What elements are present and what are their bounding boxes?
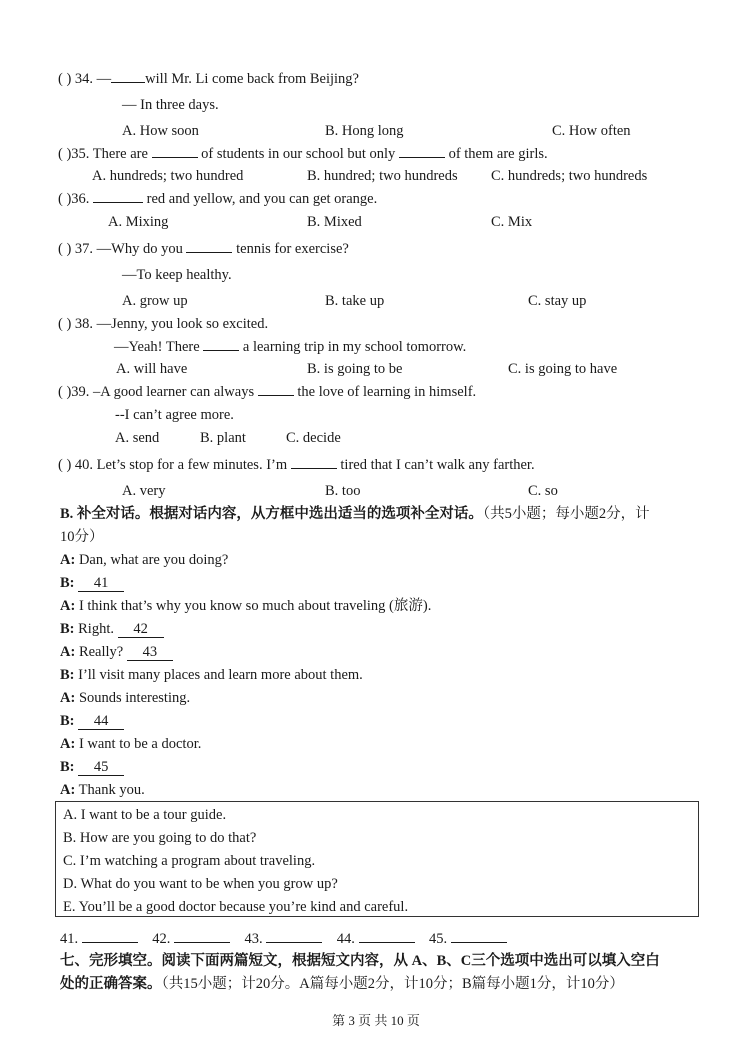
section-7-subtitle bbox=[60, 975, 624, 993]
dialogue-line bbox=[60, 712, 124, 730]
section-7-title-part: 处的正确答案。 bbox=[60, 976, 162, 992]
dialogue-text: Dan, what are you doing? bbox=[75, 552, 229, 568]
question-34 bbox=[58, 70, 359, 88]
option-c: C. decide bbox=[286, 430, 341, 446]
answer-paren: ( ) bbox=[58, 71, 72, 87]
answer-paren: ( ) bbox=[58, 384, 72, 400]
question-stem: red and yellow, and you can get orange. bbox=[146, 191, 378, 207]
option-b: B. too bbox=[325, 483, 361, 499]
dialogue-blank: 42 bbox=[118, 621, 164, 638]
question-38-reply bbox=[114, 338, 466, 356]
question-stem: 39. –A good learner can always bbox=[71, 384, 255, 400]
dialogue-blank: 43 bbox=[127, 644, 173, 661]
question-stem: 36. bbox=[71, 191, 90, 207]
speaker-label: B: bbox=[60, 575, 75, 591]
answer-blank bbox=[258, 395, 294, 396]
option-c: C. stay up bbox=[528, 293, 587, 309]
box-option-a: A. I want to be a tour guide. bbox=[63, 807, 227, 823]
speaker-label: B: bbox=[60, 621, 75, 637]
question-39-reply: --I can’t agree more. bbox=[115, 407, 234, 423]
answer-blank bbox=[186, 252, 232, 253]
page-footer: 第 3 页 共 10 页 bbox=[332, 1013, 420, 1028]
answer-blank bbox=[291, 468, 337, 469]
option-b: B. Hong long bbox=[325, 123, 404, 139]
answer-blank bbox=[111, 82, 145, 83]
dialogue-text: Right. bbox=[74, 621, 118, 637]
dialogue-text: I want to be a doctor. bbox=[75, 736, 202, 752]
question-stem: 38. —Jenny, you look so excited. bbox=[74, 316, 269, 332]
question-stem: 40. Let’s stop for a few minutes. I’m bbox=[74, 457, 288, 473]
answer-paren: ( ) bbox=[58, 457, 72, 473]
section-7-title bbox=[60, 952, 660, 970]
question-stem: the love of learning in himself. bbox=[297, 384, 477, 400]
question-40 bbox=[58, 456, 535, 474]
section-b-scoring: 10分） bbox=[60, 529, 104, 545]
option-a: A. hundreds; two hundred bbox=[92, 168, 244, 184]
box-option-d: D. What do you want to be when you grow up? bbox=[63, 876, 338, 892]
box-option-e: E. You’ll be a good doctor because you’re kind and careful. bbox=[63, 899, 409, 915]
option-c: C. so bbox=[528, 483, 558, 499]
reply-text: —Yeah! There bbox=[114, 339, 200, 355]
answer-label-42: 42. bbox=[152, 931, 171, 947]
box-option-c: C. I’m watching a program about traveling. bbox=[63, 853, 316, 869]
answer-blank bbox=[152, 157, 198, 158]
dialogue-line bbox=[60, 620, 164, 638]
question-38 bbox=[58, 315, 268, 333]
question-36 bbox=[58, 190, 377, 208]
answer-paren: ( ) bbox=[58, 316, 72, 332]
question-37 bbox=[58, 240, 349, 258]
reply-text: a learning trip in my school tomorrow. bbox=[242, 339, 467, 355]
answer-blank bbox=[93, 202, 143, 203]
speaker-label: B: bbox=[60, 759, 75, 775]
dialogue-text: I think that’s why you know so much about traveling (旅游). bbox=[75, 598, 432, 614]
question-stem: 37. —Why do you bbox=[74, 241, 183, 257]
dialogue-line bbox=[60, 597, 431, 615]
section-scoring: （共5小题；每小题2分，计 bbox=[482, 506, 650, 522]
question-stem: will Mr. Li come back from Beijing? bbox=[145, 71, 359, 87]
answer-label-41: 41. bbox=[60, 931, 79, 947]
dialogue-blank: 44 bbox=[78, 713, 124, 730]
speaker-label: B: bbox=[60, 713, 75, 729]
option-a: A. How soon bbox=[122, 123, 199, 139]
question-35 bbox=[58, 145, 548, 163]
dialogue-line bbox=[60, 758, 124, 776]
dialogue-line bbox=[60, 689, 190, 707]
section-7-title-part: A、B、C bbox=[411, 953, 472, 969]
speaker-label: B: bbox=[60, 667, 75, 683]
section-title: B. 补全对话。根据对话内容，从方框中选出适当的选项补全对话。 bbox=[60, 506, 483, 522]
answer-blank-42 bbox=[174, 942, 230, 943]
section-7-title-part: 七、完形填空。阅读下面两篇短文，根据短文内容，从 bbox=[60, 953, 412, 969]
question-34-reply: — In three days. bbox=[122, 97, 219, 113]
speaker-label: A: bbox=[60, 644, 76, 660]
section-7-title-part: 三个选项中选出可以填入空白 bbox=[471, 953, 660, 969]
speaker-label: A: bbox=[60, 736, 76, 752]
option-a: A. Mixing bbox=[108, 214, 169, 230]
dialogue-line bbox=[60, 666, 363, 684]
section-b-title bbox=[60, 505, 650, 523]
option-b: B. take up bbox=[325, 293, 385, 309]
question-stem: 34. — bbox=[74, 71, 112, 87]
answer-blank-44 bbox=[359, 942, 415, 943]
option-c: C. Mix bbox=[491, 214, 533, 230]
answer-paren: ( ) bbox=[58, 146, 72, 162]
question-stem: of them are girls. bbox=[448, 146, 548, 162]
question-stem: tennis for exercise? bbox=[236, 241, 349, 257]
option-c: C. is going to have bbox=[508, 361, 618, 377]
option-a: A. grow up bbox=[122, 293, 188, 309]
question-stem: tired that I can’t walk any farther. bbox=[340, 457, 535, 473]
answer-label-43: 43. bbox=[244, 931, 263, 947]
box-option-b: B. How are you going to do that? bbox=[63, 830, 257, 846]
dialogue-text: Really? bbox=[75, 644, 127, 660]
section-7-scoring: （共15小题；计20分。A篇每小题2分，计10分；B篇每小题1分，计10分） bbox=[161, 976, 624, 992]
dialogue-text: Sounds interesting. bbox=[75, 690, 191, 706]
answer-blank bbox=[399, 157, 445, 158]
dialogue-blank: 45 bbox=[78, 759, 124, 776]
option-a: A. will have bbox=[116, 361, 188, 377]
option-b: B. is going to be bbox=[307, 361, 403, 377]
dialogue-line bbox=[60, 551, 228, 569]
question-stem: 35. There are bbox=[71, 146, 148, 162]
dialogue-line bbox=[60, 781, 145, 799]
answer-blank-43 bbox=[266, 942, 322, 943]
speaker-label: A: bbox=[60, 552, 76, 568]
question-stem: of students in our school but only bbox=[201, 146, 396, 162]
dialogue-text: Thank you. bbox=[75, 782, 145, 798]
answer-paren: ( ) bbox=[58, 191, 72, 207]
answer-blank bbox=[203, 350, 239, 351]
options-box bbox=[55, 801, 699, 917]
option-a: A. send bbox=[115, 430, 160, 446]
speaker-label: A: bbox=[60, 598, 76, 614]
speaker-label: A: bbox=[60, 782, 76, 798]
dialogue-blank: 41 bbox=[78, 575, 124, 592]
option-b: B. hundred; two hundreds bbox=[307, 168, 458, 184]
answer-paren: ( ) bbox=[58, 241, 72, 257]
answer-blank-45 bbox=[451, 942, 507, 943]
dialogue-line bbox=[60, 735, 201, 753]
option-c: C. How often bbox=[552, 123, 631, 139]
answer-line bbox=[60, 930, 507, 948]
answer-label-44: 44. bbox=[336, 931, 355, 947]
option-b: B. plant bbox=[200, 430, 246, 446]
option-a: A. very bbox=[122, 483, 166, 499]
dialogue-line bbox=[60, 643, 173, 661]
dialogue-text: I’ll visit many places and learn more about them. bbox=[74, 667, 363, 683]
question-37-reply: —To keep healthy. bbox=[122, 267, 232, 283]
answer-blank-41 bbox=[82, 942, 138, 943]
option-b: B. Mixed bbox=[307, 214, 362, 230]
speaker-label: A: bbox=[60, 690, 76, 706]
answer-label-45: 45. bbox=[429, 931, 448, 947]
dialogue-line bbox=[60, 574, 124, 592]
option-c: C. hundreds; two hundreds bbox=[491, 168, 648, 184]
question-39 bbox=[58, 383, 476, 401]
